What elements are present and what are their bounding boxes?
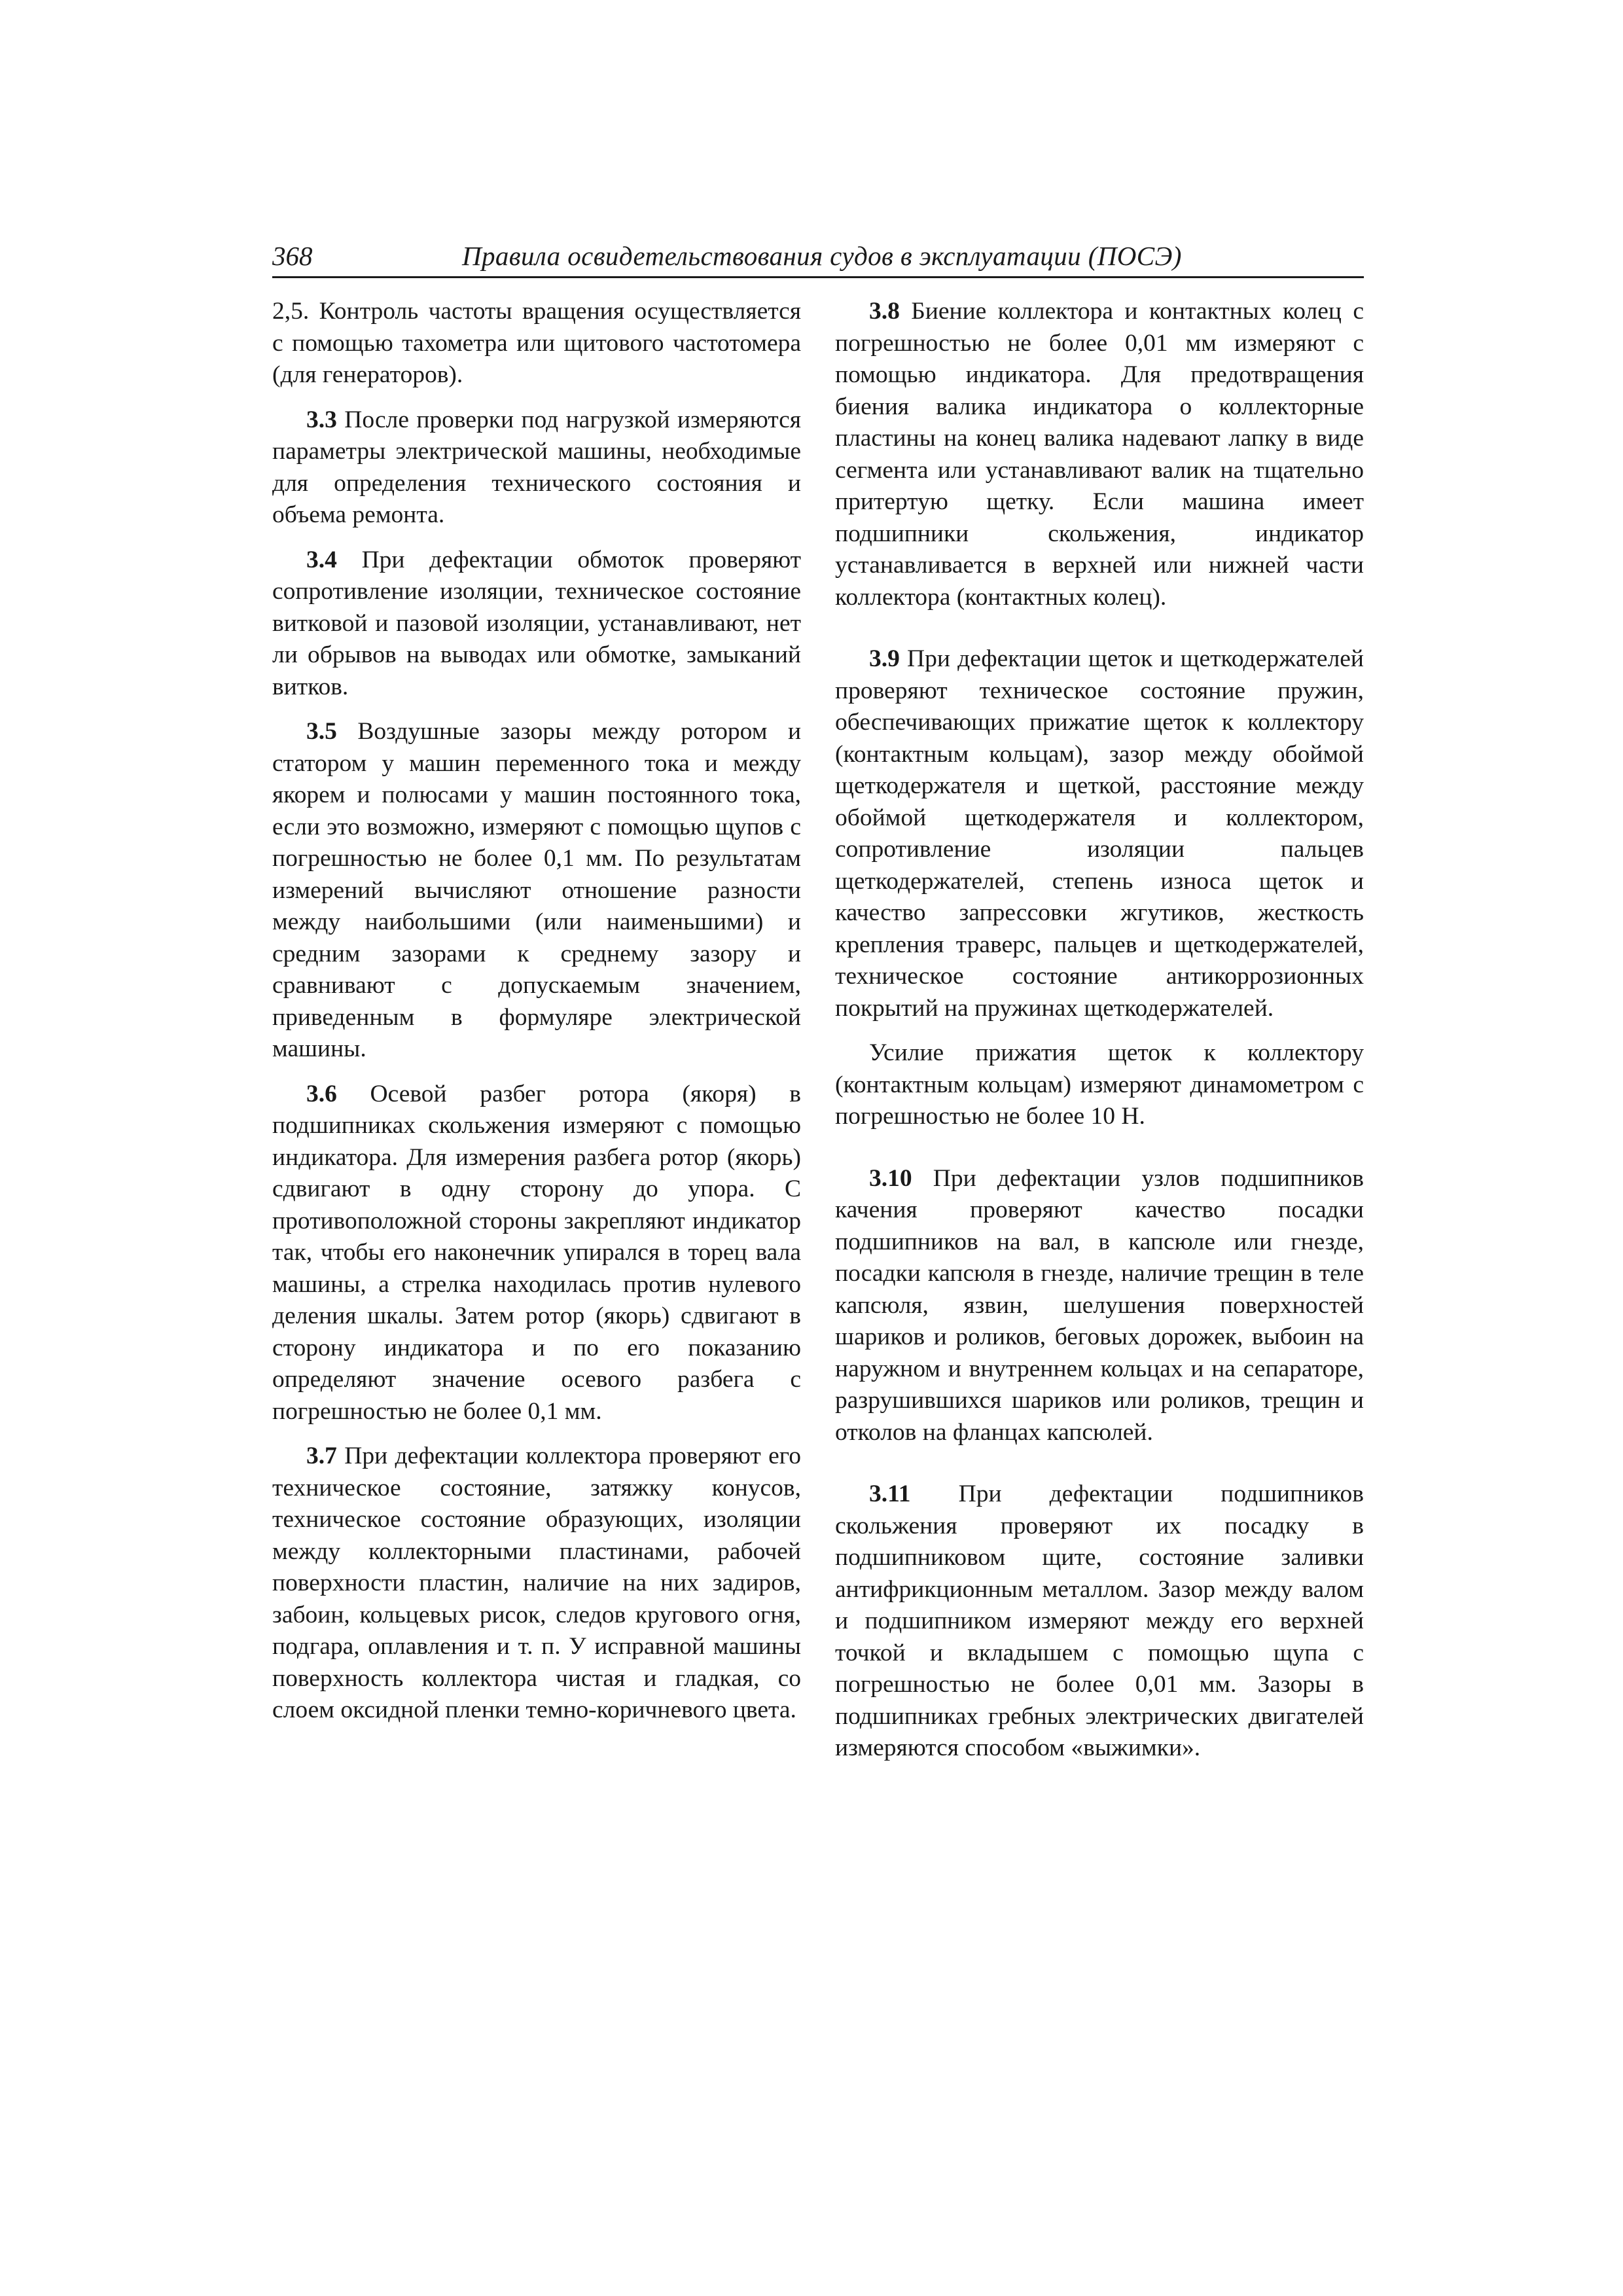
section-3-6 [272,1079,801,1428]
section-text: При дефектации узлов подшипников качения проверяют качество посадки подшипников на вал, в капсюле или гнезде, посадки капсюля в гнезде, наличие трещин в теле капсюля, язвин, шелушения поверхностей шариков и роликов, беговых дорожек, выбоин на наружном и внутреннем кольцах и на сепараторе, разрушившихся шариков или роликов, трещин и отколов на фланцах капсюлей. [835,1164,1364,1446]
section-3-5 [272,716,801,1066]
section-number: 3.6 [306,1080,337,1107]
section-number: 3.4 [306,546,337,573]
section-3-4 [272,545,801,704]
intro-paragraph: 2,5. Контроль частоты вращения осуществляется с помощью тахометра или щитового частотомера (для генераторов). [272,298,801,388]
right-column [835,296,1364,1778]
section-3-8 [835,296,1364,613]
section-text: После проверки под нагрузкой измеряются параметры электрической машины, необходимые для определения технического состояния и объема ремонта. [272,406,801,528]
section-number: 3.3 [306,406,337,433]
section-3-9 [835,643,1364,1024]
section-text: При дефектации обмоток проверяют сопротивление изоляции, техническое состояние витковой и пазовой изоляции, устанавливают, нет ли обрывов на выводах или обмотке, замыканий витков. [272,546,801,700]
section-3-10 [835,1163,1364,1449]
section-text: Осевой разбег ротора (якоря) в подшипниках скольжения измеряют с помощью индикатора. Для измерения разбега ротор (якорь) сдвигают в одну сторону до упора. С противоположной стороны закрепляют индикатор так, чтобы его наконечник упирался в торец вала машины, а стрелка находилась против нулевого деления шкалы. Затем ротор (якорь) сдвигают в сторону индикатора и по его показанию определяют значение осевого разбега с погрешностью не более 0,1 мм. [272,1080,802,1425]
section-3-11 [835,1479,1364,1765]
section-number: 3.8 [869,298,900,325]
section-text: Воздушные зазоры между ротором и статором у машин переменного тока и между якорем и полюсами у машин постоянного тока, если это возможно, измеряют с помощью щупов с погрешностью не более 0,1 мм. По результатам измерений вычисляют отношение разности между наибольшими (или наименьшими) и средним зазорами к среднему зазору и сравнивают с допускаемым значением, приведенным в формуляре электрической машины. [272,718,802,1062]
page-number: 368 [272,241,313,271]
left-column [272,296,801,1740]
section-text: Усилие прижатия щеток к коллектору (контактным кольцам) измеряют динамометром с погрешностью не более 10 Н. [835,1039,1364,1130]
section-text: При дефектации коллектора проверяют его техническое состояние, затяжку конусов, техническое состояние образующих, изоляции между коллекторными пластинами, рабочей поверхности пластин, наличие на них задиров, забоин, кольцевых рисок, следов кругового огня, подгара, оплавления и т. п. У исправной машины поверхность коллектора чистая и гладкая, со слоем оксидной пленки темно-коричневого цвета. [272,1443,802,1723]
section-number: 3.9 [869,645,900,672]
section-3-3 [272,404,801,531]
brush-pressure-paragraph [835,1037,1364,1133]
section-text: При дефектации щеток и щеткодержателей проверяют техническое состояние пружин, обеспечивающих прижатие щеток к коллектору (контактным кольцам), зазор между обоймой щеткодержателя и щеткой, расстояние между обоймой щеткодержателя и коллектором, сопротивление изоляции пальцев щеткодержателей, степень износа щеток и качество запрессовки жгутиков, жесткость крепления траверс, пальцев и щеткодержателей, техническое состояние антикоррозионных покрытий на пружинах щеткодержателей. [835,645,1364,1022]
section-number: 3.5 [306,718,337,745]
running-header [272,237,1364,278]
section-3-7 [272,1441,801,1727]
section-text: При дефектации подшипников скольжения проверяют их посадку в подшипниковом щите, состояние заливки антифрикционным металлом. Зазор между валом и подшипником измеряют между его верхней точкой и вкладышем с помощью щупа с погрешностью не более 0,01 мм. Зазоры в подшипниках гребных электрических двигателей измеряются способом «выжимки». [835,1480,1364,1761]
section-number: 3.10 [869,1164,912,1192]
section-text: Биение коллектора и контактных колец с погрешностью не более 0,01 мм измеряют с помощью индикатора. Для предотвращения биения валика индикатора о коллекторные пластины на конец валика надевают лапку в виде сегмента или устанавливают валик на тщательно притертую щетку. Если машина имеет подшипники скольжения, индикатор устанавливается в верхней или нижней части коллектора (контактных колец). [835,298,1364,611]
running-title: Правила освидетельствования судов в эксплуатации (ПОСЭ) [462,241,1182,271]
section-number: 3.11 [869,1480,911,1507]
section-number: 3.7 [306,1443,337,1469]
